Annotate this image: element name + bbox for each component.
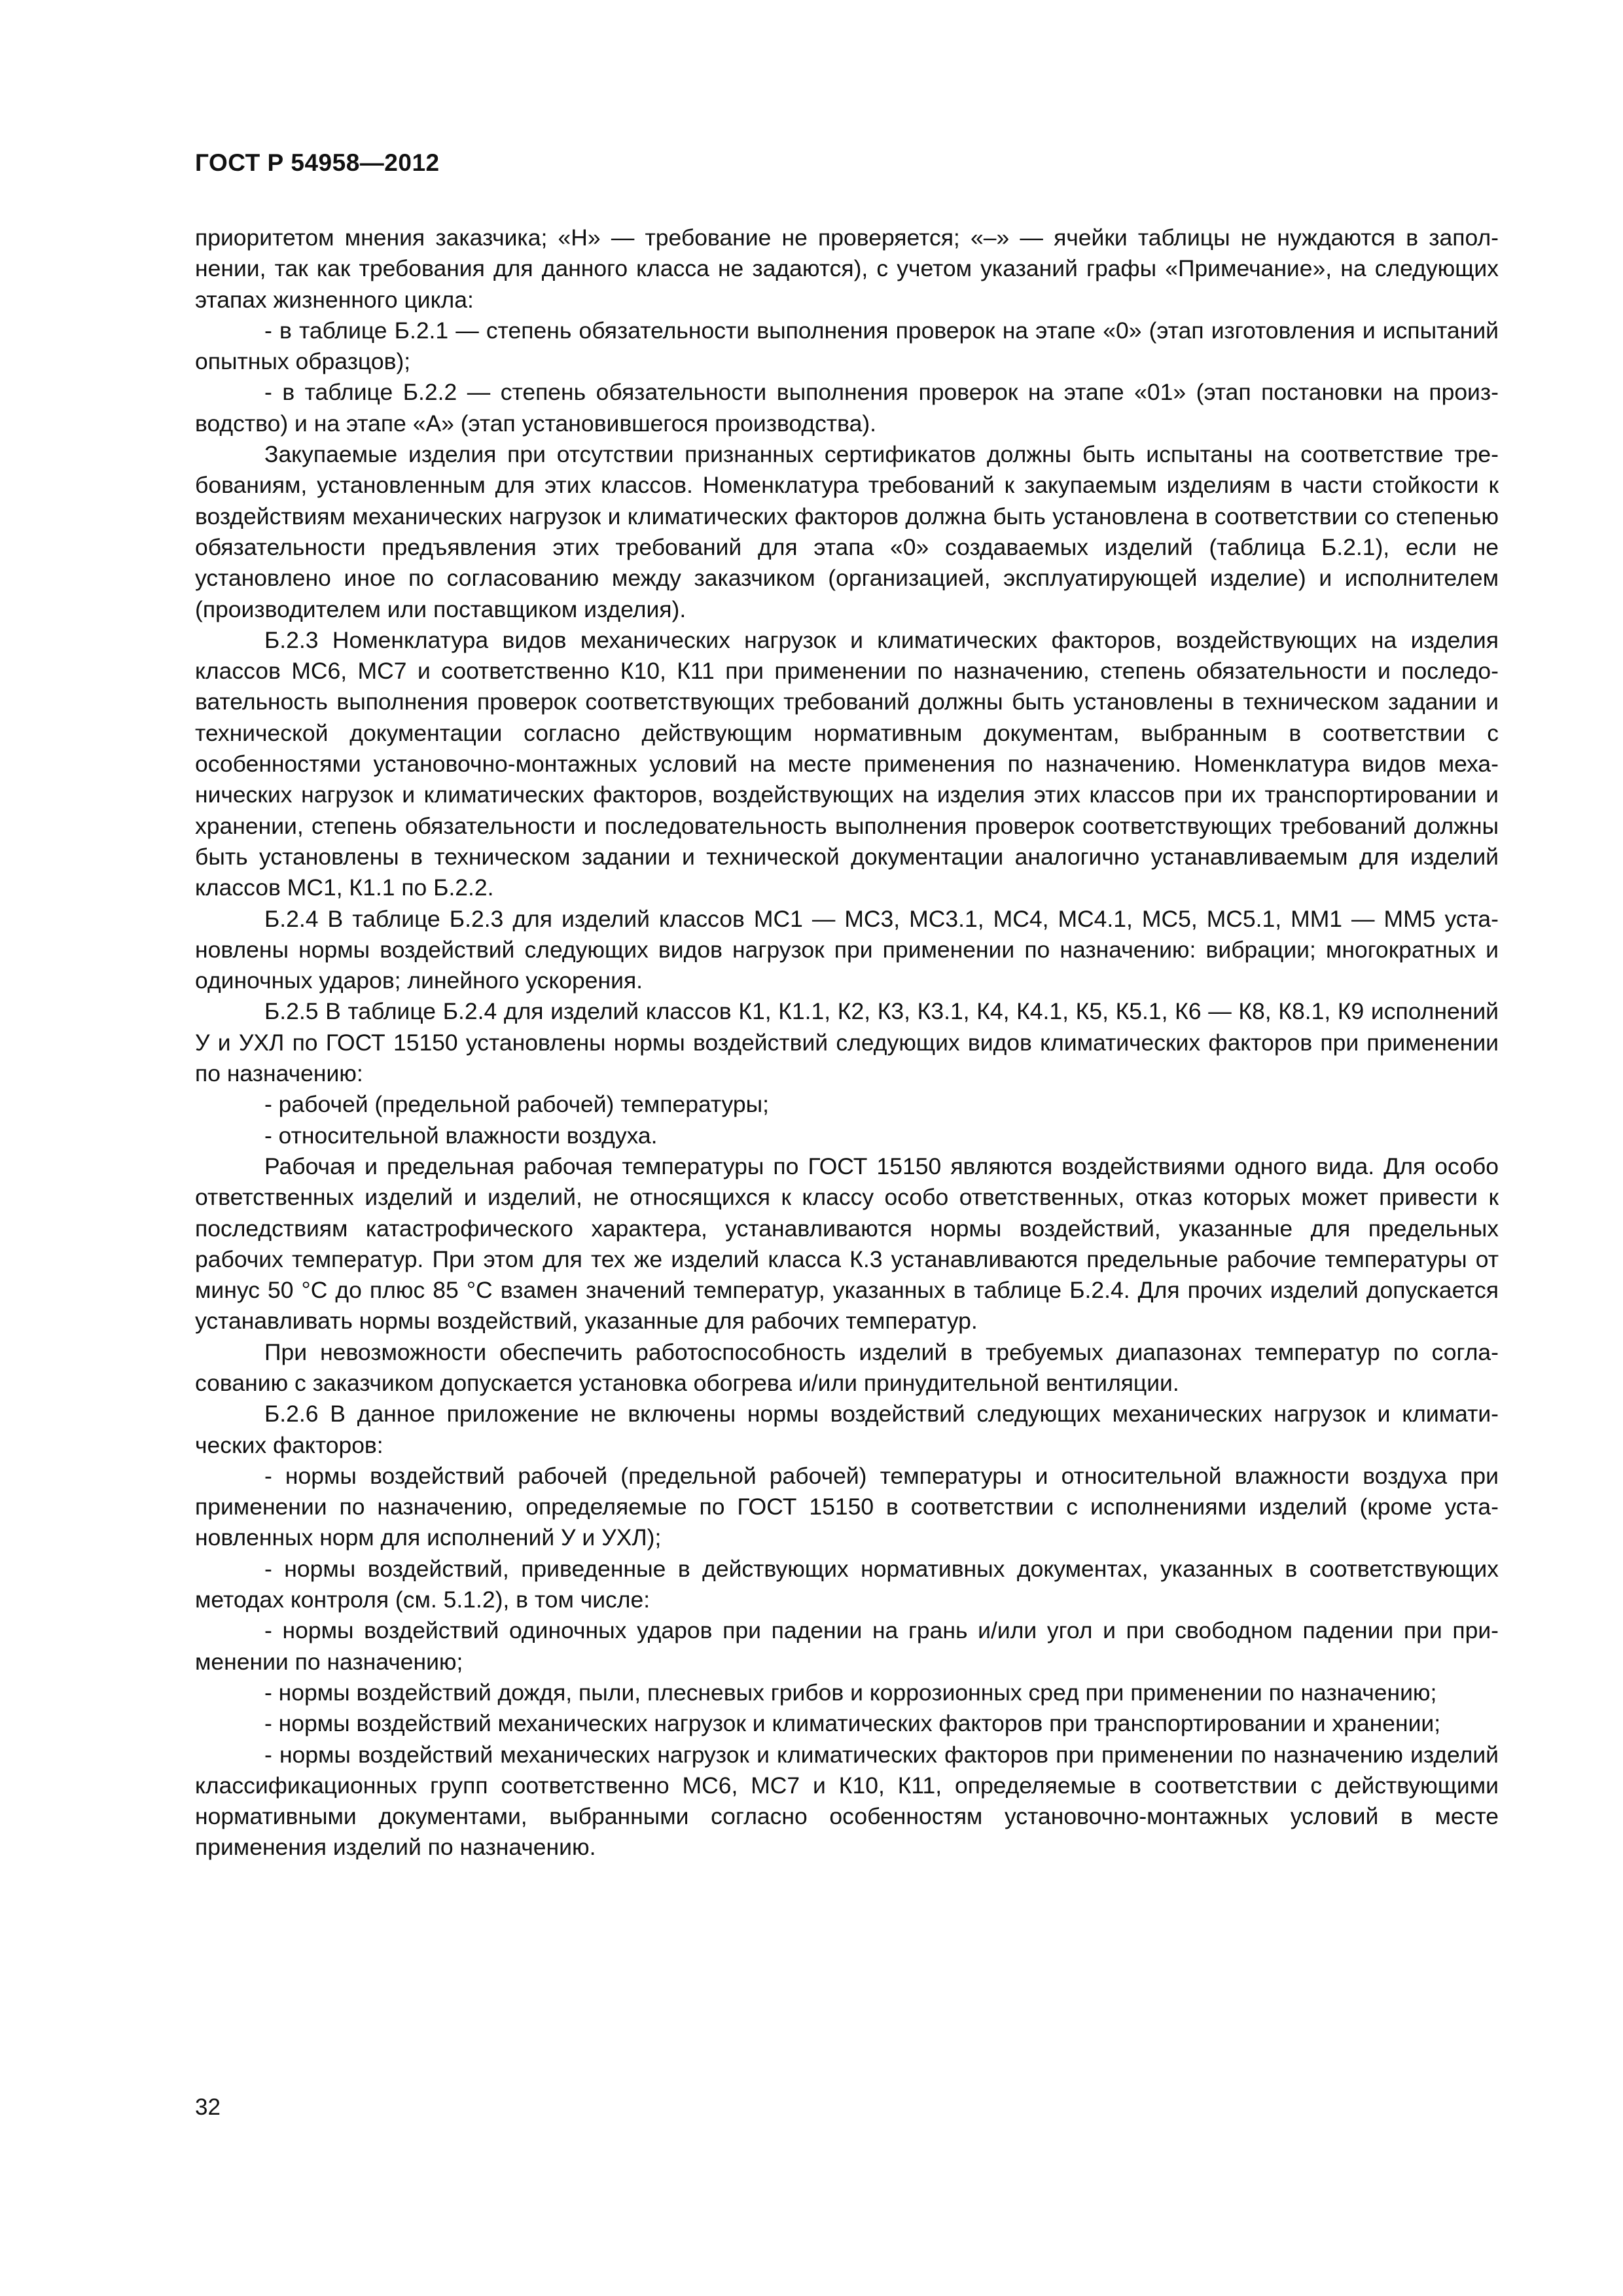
list-item: - нормы воздействий, приведенные в действующих нормативных документах, указанных в соответствующих методах контроля (см. 5.1.2), в том числе: (195, 1555, 1499, 1613)
paragraph-b25: Б.2.5 В таблице Б.2.4 для изделий классов К1, К1.1, К2, К3, К3.1, К4, К4.1, К5, К5.1, К6 — К8, К8.1, К9 исполнений У и УХЛ по ГОСТ 15150 установлены нормы воздействий следующих видов климатических факторов при применении по назначению: (195, 998, 1499, 1087)
paragraph: При невозможности обеспечить работоспособность изделий в требуемых диапазонах температур по согласованию с заказчиком допускается установка обогрева и/или принудительной вентиляции. (195, 1338, 1499, 1396)
paragraph-b23: Б.2.3 Номенклатура видов механических нагрузок и климатических факторов, воздействующих на изделия классов МС6, МС7 и соответственно К10, К11 при применении по назначению, степень обязательности и последовательность выполнения проверок соответствующих требований должны быть установлены в техническом задании и технической документации согласно действующим нормативным документам, выбранным в соответствии с особенностями установочно-монтажных условий на месте применения по назначению. Номенклатура видов механических нагрузок и климатических факторов, воздействующих на изделия этих классов при их транспортировании и хранении, степень обязательности и последовательность выполнения проверок соответствующих требований должны быть установлены в техническом задании и технической документации аналогично устанавливаемым для изделий классов МС1, К1.1 по Б.2.2. (195, 626, 1499, 901)
document-header: ГОСТ Р 54958—2012 (195, 149, 440, 176)
list-item: - нормы воздействий механических нагрузок и климатических факторов при применении по назначению изделий классификационных групп соответственно МС6, МС7 и К10, К11, определяемые в соответствии с действующими нормативными документами, выбранными согласно особенностям установочно-монтажных условий в месте применения изделий по назначению. (195, 1741, 1499, 1861)
paragraph: Закупаемые изделия при отсутствии признанных сертификатов должны быть испытаны на соответствие требованиям, установленным для этих классов. Номенклатура требований к закупаемым изделиям в части стойкости к воздействиям механических нагрузок и климатических факторов должна быть установлена в соответствии со степенью обязательности предъявления этих требований для этапа «0» создаваемых изделий (таблица Б.2.1), если не установлено иное по согласованию между заказчиком (организацией, эксплуатирующей изделие) и исполнителем (производителем или поставщиком изделия). (195, 441, 1499, 622)
list-item: - нормы воздействий дождя, пыли, плесневых грибов и коррозионных сред при применении по назначению; (264, 1679, 1437, 1706)
page-number: 32 (195, 2094, 221, 2120)
paragraph-b24: Б.2.4 В таблице Б.2.3 для изделий классов МС1 — МС3, МС3.1, МС4, МС4.1, МС5, МС5.1, ММ1 — ММ5 установлены нормы воздействий следующих видов нагрузок при применении по назначению: вибрации; многократных и одиночных ударов; линейного ускорения. (195, 905, 1499, 994)
paragraph: приоритетом мнения заказчика; «Н» — требование не проверяется; «–» — ячейки таблицы не нуждаются в заполнении, так как требования для данного класса не задаются), с учетом указаний графы «Примечание», на следующих этапах жизненного цикла: (195, 224, 1499, 313)
list-item: - в таблице Б.2.1 — степень обязательности выполнения проверок на этапе «0» (этап изготовления и испытаний опытных образцов); (195, 317, 1499, 375)
list-item: - рабочей (предельной рабочей) температуры; (264, 1091, 770, 1118)
list-item: - нормы воздействий рабочей (предельной рабочей) температуры и относительной влажности воздуха при применении по назначению, определяемые по ГОСТ 15150 в соответствии с исполнениями изделий (кроме установленных норм для исполнений У и УХЛ); (195, 1462, 1499, 1551)
paragraph: Рабочая и предельная рабочая температуры по ГОСТ 15150 являются воздействиями одного вида. Для особо ответственных изделий и изделий, не относящихся к классу особо ответственных, отказ которых может привести к последствиям катастрофического характера, устанавливаются нормы воздействий, указанные для предельных рабочих температур. При этом для тех же изделий класса К.3 устанавливаются предельные рабочие температуры от минус 50 °С до плюс 85 °С взамен значений температур, указанных в таблице Б.2.4. Для прочих изделий допускается устанавливать нормы воздействий, указанные для рабочих температур. (195, 1153, 1499, 1335)
paragraph-b26: Б.2.6 В данное приложение не включены нормы воздействий следующих механических нагрузок и климатических факторов: (195, 1401, 1499, 1458)
body-text (195, 223, 1499, 1863)
list-item: - в таблице Б.2.2 — степень обязательности выполнения проверок на этапе «01» (этап постановки на производство) и на этапе «А» (этап установившегося производства). (195, 379, 1499, 437)
list-item: - относительной влажности воздуха. (264, 1122, 658, 1149)
list-item: - нормы воздействий механических нагрузок и климатических факторов при транспортировании и хранении; (264, 1710, 1441, 1737)
list-item: - нормы воздействий одиночных ударов при падении на грань и/или угол и при свободном падении при применении по назначению; (195, 1617, 1499, 1675)
